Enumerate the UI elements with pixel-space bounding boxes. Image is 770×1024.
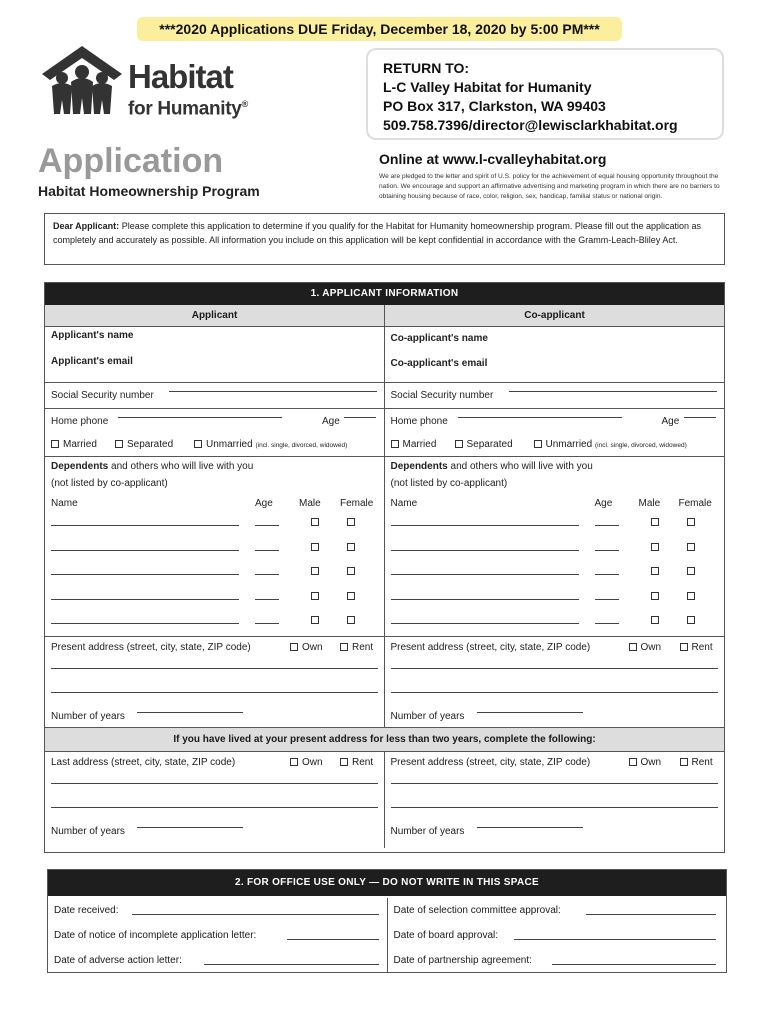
applicant-present-address-label: Present address (street, city, state, ZIP code) (51, 642, 251, 653)
dependent-name-line[interactable] (391, 599, 579, 600)
checkbox-icon[interactable] (115, 440, 123, 448)
dependent-male-checkbox[interactable] (651, 567, 659, 575)
applicant-last-address-line-1[interactable] (51, 783, 378, 784)
column-headings (45, 305, 724, 327)
section2-header: 2. FOR OFFICE USE ONLY — DO NOT WRITE IN THIS SPACE (48, 870, 726, 896)
dependent-female-checkbox[interactable] (347, 616, 355, 624)
coapplicant-dependents-note: (not listed by co-applicant) (390, 478, 508, 489)
dependent-male-checkbox[interactable] (651, 592, 659, 600)
coapplicant-dep-col-age: Age (594, 498, 613, 509)
dependent-female-checkbox[interactable] (347, 543, 355, 551)
dependent-female-checkbox[interactable] (347, 592, 355, 600)
applicant-years-line[interactable] (137, 712, 243, 713)
coapplicant-phone-line[interactable] (458, 417, 622, 418)
checkbox-icon[interactable] (629, 643, 637, 651)
office-row-1 (48, 898, 726, 923)
coapplicant-last-own-option[interactable]: Own (629, 757, 662, 768)
office-row-3 (48, 948, 726, 973)
dependent-male-checkbox[interactable] (651, 616, 659, 624)
applicant-heading: Applicant (45, 305, 385, 326)
checkbox-icon[interactable] (290, 643, 298, 651)
dependent-female-checkbox[interactable] (687, 616, 695, 624)
checkbox-icon[interactable] (455, 440, 463, 448)
coapplicant-last-rent-option[interactable]: Rent (680, 757, 713, 768)
applicant-dep-col-age: Age (255, 498, 273, 509)
page-subtitle: Habitat Homeownership Program (38, 183, 260, 199)
checkbox-icon[interactable] (391, 440, 399, 448)
coapplicant-heading: Co-applicant (524, 310, 585, 321)
applicant-last-own-option[interactable]: Own (290, 757, 323, 768)
applicant-age-line[interactable] (344, 417, 376, 418)
office-use-section (47, 869, 727, 973)
date-adverse-field[interactable]: Date of adverse action letter: (48, 948, 388, 973)
dependent-name-line[interactable] (391, 623, 579, 624)
due-date-banner: ***2020 Applications DUE Friday, December 18, 2020 by 5:00 PM*** (137, 17, 622, 41)
checkbox-icon[interactable] (680, 758, 688, 766)
dependent-name-line[interactable] (391, 574, 579, 575)
applicant-married-option[interactable]: Married (51, 439, 97, 450)
equal-housing-pledge: We are pledged to the letter and spirit of U.S. policy for the achievement of equal housing opportunity throughout the nation. We encourage and support an affirmative advertising and marketing program in which there are no barriers to obtaining housing because of race, color, religion, sex, handicap, familial status or national origin. (379, 173, 720, 200)
coapplicant-dep-col-name: Name (390, 498, 418, 509)
coapplicant-separated-option[interactable]: Separated (455, 439, 513, 450)
dependent-age-line[interactable] (595, 525, 619, 526)
checkbox-icon[interactable] (340, 643, 348, 651)
applicant-ssn-row[interactable] (45, 383, 384, 409)
applicant-ssn-line[interactable] (169, 391, 377, 392)
coapplicant-years-line[interactable] (477, 712, 583, 713)
logo-text-habitat: Habitat (128, 58, 233, 95)
coapplicant-own-option[interactable]: Own (629, 642, 662, 653)
date-partnership-field[interactable]: Date of partnership agreement: (388, 948, 727, 973)
dependent-female-checkbox[interactable] (687, 518, 695, 526)
dependent-name-line[interactable] (391, 550, 579, 551)
dependent-male-checkbox[interactable] (311, 616, 319, 624)
coapplicant-present-address-row (385, 637, 725, 728)
coapplicant-years-label: Number of years (390, 711, 465, 722)
dependent-name-line[interactable] (51, 550, 239, 551)
coapplicant-last-address (385, 752, 725, 848)
checkbox-icon[interactable] (680, 643, 688, 651)
applicant-dep-col-male: Male (299, 498, 321, 509)
coapplicant-marital-row (385, 433, 725, 457)
coapplicant-name-label[interactable]: Co-applicant's name (390, 333, 488, 344)
dependent-name-line[interactable] (51, 525, 239, 526)
dependent-age-line[interactable] (595, 599, 619, 600)
coapplicant-age-line[interactable] (684, 417, 716, 418)
applicant-age-label: Age (322, 416, 340, 427)
dependent-name-line[interactable] (51, 574, 239, 575)
applicant-rent-option[interactable]: Rent (340, 642, 373, 653)
applicant-ssn-label: Social Security number (51, 390, 154, 401)
applicant-years-label: Number of years (51, 711, 125, 722)
dependent-female-checkbox[interactable] (687, 567, 695, 575)
checkbox-icon[interactable] (194, 440, 202, 448)
applicant-dep-col-female: Female (340, 498, 374, 509)
applicant-last-years-line[interactable] (137, 827, 243, 828)
coapplicant-last-address-line-1[interactable] (391, 783, 719, 784)
dependent-age-line[interactable] (255, 623, 279, 624)
applicant-marital-row (45, 433, 384, 457)
coapplicant-dep-col-male: Male (638, 498, 661, 509)
applicant-last-address (45, 752, 385, 848)
coapplicant-unmarried-option[interactable]: Unmarried (incl. single, divorced, widowed) (534, 439, 687, 450)
checkbox-icon[interactable] (629, 758, 637, 766)
dependent-age-line[interactable] (255, 550, 279, 551)
coapplicant-dependents-label: Dependents and others who will live with you (390, 461, 593, 472)
applicant-last-address-line-2[interactable] (51, 807, 378, 808)
date-incomplete-field[interactable]: Date of notice of incomplete application letter: (48, 923, 388, 948)
coapplicant-age-label: Age (661, 416, 680, 427)
page-title: Application (38, 142, 224, 180)
applicant-column (45, 327, 385, 728)
dependent-name-line[interactable] (51, 623, 239, 624)
dependent-male-checkbox[interactable] (311, 518, 319, 526)
coapplicant-married-option[interactable]: Married (391, 439, 437, 450)
coapplicant-address-line-2[interactable] (391, 692, 719, 693)
applicant-address-line-2[interactable] (51, 692, 378, 693)
dependent-female-checkbox[interactable] (687, 592, 695, 600)
dependent-female-checkbox[interactable] (687, 543, 695, 551)
applicant-address-line-1[interactable] (51, 668, 378, 669)
dependent-male-checkbox[interactable] (311, 543, 319, 551)
two-years-instruction: If you have lived at your present address for less than two years, complete the following: (45, 728, 724, 752)
applicant-dependents-note: (not listed by co-applicant) (51, 478, 168, 489)
applicant-information-section (44, 282, 725, 853)
dependent-age-line[interactable] (255, 599, 279, 600)
applicant-phone-row (45, 409, 384, 433)
date-selection-field[interactable]: Date of selection committee approval: (388, 898, 727, 923)
applicant-name-email-row (45, 327, 384, 383)
applicant-last-rent-option[interactable]: Rent (340, 757, 373, 768)
dependent-male-checkbox[interactable] (651, 543, 659, 551)
logo-text-for-humanity: for Humanity® (128, 98, 248, 120)
coapplicant-present-address-label: Present address (street, city, state, ZIP code) (390, 642, 591, 653)
coapplicant-name-email-row (385, 327, 725, 383)
coapplicant-column (385, 327, 725, 728)
online-link[interactable]: Online at www.l-cvalleyhabitat.org (379, 151, 607, 167)
return-to-address: PO Box 317, Clarkston, WA 99403 (383, 98, 606, 114)
coapplicant-last-address-line-2[interactable] (391, 807, 719, 808)
dear-applicant-notice: Dear Applicant: Please complete this application to determine if you qualify for the Habitat for Humanity homeownership program. Please fill out the application as completely and accurately as possible. All information you include on this application will be kept confidential in accordance with the Gramm-Leach-Bliley Act. (44, 213, 725, 265)
coapplicant-dep-col-female: Female (678, 498, 712, 509)
dependent-age-line[interactable] (255, 525, 279, 526)
return-to-contact: 509.758.7396/director@lewisclarkhabitat.org (383, 117, 678, 133)
dependent-male-checkbox[interactable] (311, 567, 319, 575)
dependent-name-line[interactable] (51, 599, 239, 600)
applicant-unmarried-option[interactable]: Unmarried (incl. single, divorced, widowed) (194, 439, 347, 450)
date-received-field[interactable]: Date received: (48, 898, 388, 923)
lower-columns (45, 752, 724, 848)
coapplicant-last-years-line[interactable] (477, 827, 583, 828)
dependent-female-checkbox[interactable] (347, 567, 355, 575)
date-board-field[interactable]: Date of board approval: (388, 923, 727, 948)
dependent-male-checkbox[interactable] (651, 518, 659, 526)
coapplicant-address-line-1[interactable] (391, 668, 719, 669)
applicant-last-years-label: Number of years (51, 826, 125, 837)
coapplicant-phone-row (385, 409, 725, 433)
checkbox-icon[interactable] (51, 440, 59, 448)
applicant-email-label[interactable]: Applicant's email (51, 356, 133, 367)
office-row-2 (48, 923, 726, 948)
dependent-age-line[interactable] (595, 574, 619, 575)
return-to-box (366, 48, 724, 140)
coapplicant-dependents-row (385, 457, 725, 637)
applicant-dep-col-name: Name (51, 498, 78, 509)
coapplicant-last-years-label: Number of years (390, 826, 465, 837)
return-to-title: RETURN TO: (383, 60, 470, 76)
applicant-phone-line[interactable] (118, 417, 282, 418)
applicant-phone-label: Home phone (51, 416, 109, 427)
applicant-own-option[interactable]: Own (290, 642, 323, 653)
coapplicant-ssn-label: Social Security number (390, 390, 494, 401)
dependent-age-line[interactable] (595, 550, 619, 551)
habitat-logo (38, 44, 268, 124)
coapplicant-rent-option[interactable]: Rent (680, 642, 713, 653)
checkbox-icon[interactable] (340, 758, 348, 766)
coapplicant-ssn-line[interactable] (509, 391, 717, 392)
dependent-age-line[interactable] (255, 574, 279, 575)
dependent-name-line[interactable] (391, 525, 579, 526)
applicant-separated-option[interactable]: Separated (115, 439, 173, 450)
applicant-name-label[interactable]: Applicant's name (51, 330, 134, 341)
applicant-last-address-label: Last address (street, city, state, ZIP code) (51, 757, 236, 768)
coapplicant-ssn-row[interactable] (385, 383, 725, 409)
dependent-male-checkbox[interactable] (311, 592, 319, 600)
dependent-female-checkbox[interactable] (347, 518, 355, 526)
checkbox-icon[interactable] (534, 440, 542, 448)
applicant-present-address-row (45, 637, 384, 728)
coapplicant-email-label[interactable]: Co-applicant's email (390, 358, 488, 369)
applicant-dependents-label: Dependents and others who will live with you (51, 461, 254, 472)
upper-columns (45, 327, 724, 728)
checkbox-icon[interactable] (290, 758, 298, 766)
applicant-dependents-row (45, 457, 384, 637)
coapplicant-last-address-label: Present address (street, city, state, ZIP code) (390, 757, 591, 768)
return-to-org: L-C Valley Habitat for Humanity (383, 79, 592, 95)
coapplicant-phone-label: Home phone (390, 416, 448, 427)
section1-header: 1. APPLICANT INFORMATION (45, 283, 724, 305)
dependent-age-line[interactable] (595, 623, 619, 624)
habitat-house-icon (38, 44, 126, 116)
